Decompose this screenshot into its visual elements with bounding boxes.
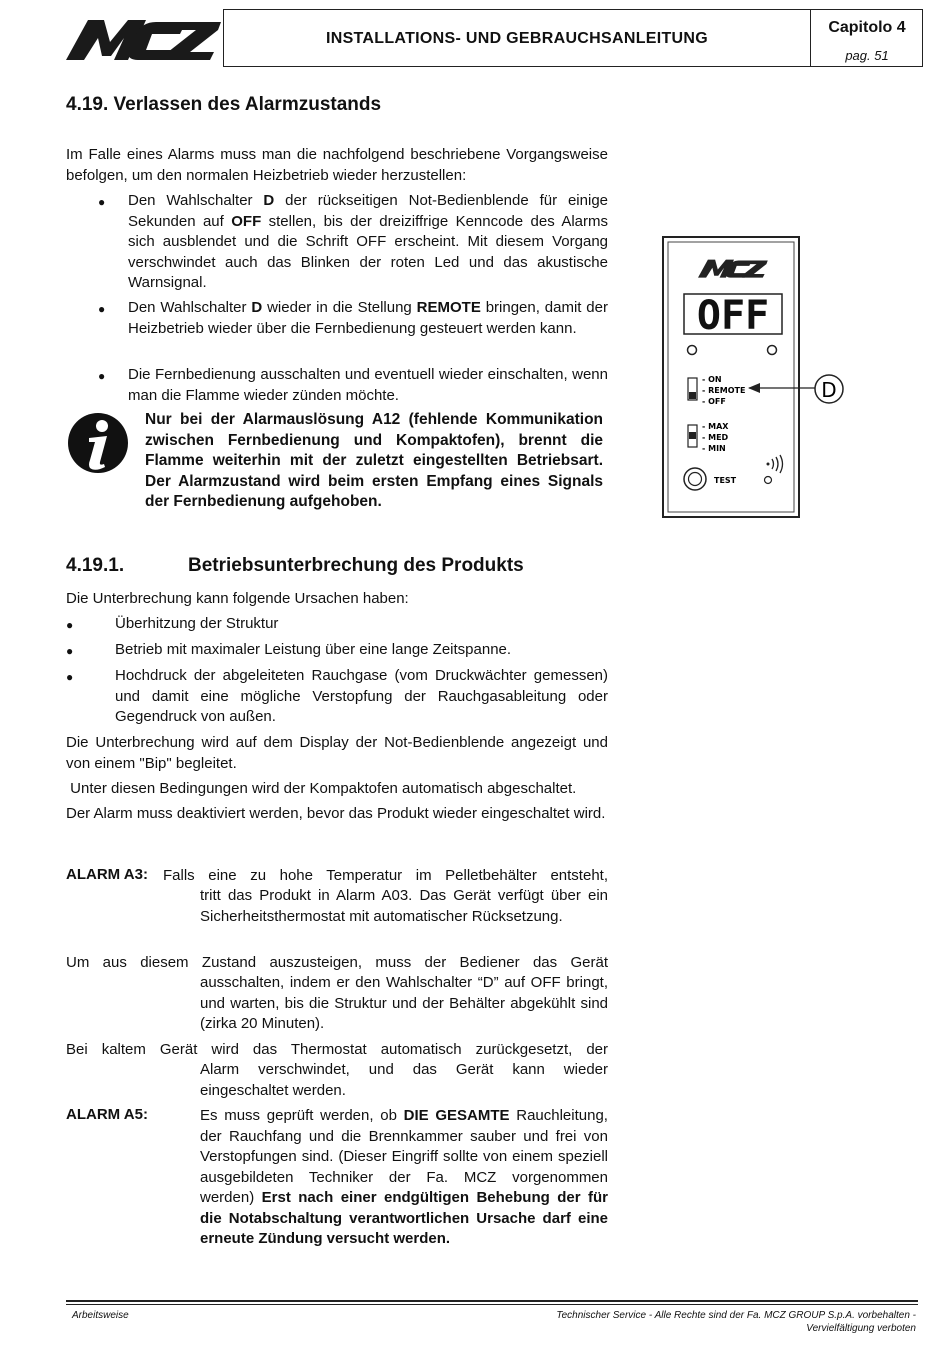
bullet-dot: ● [98,369,106,383]
switch2-med: - MED [702,433,729,442]
bullet-item: Den Wahlschalter D wieder in die Stellung REMOTE bringen, damit der Heizbetrieb wieder über die Fernbedienung gesteuert werden kann. [128,299,608,337]
alarm-a3-reset-first: Bei kaltem Gerät wird das Thermostat automatisch zurückgesetzt, der [66,1041,608,1058]
note-text: Nur bei der Alarmauslösung A12 (fehlende Kommunikation zwischen Fernbedienung und Kompaktofen), brennt die Flamme weiterhin mit der zuletzt eingestellten Betriebsart. Der Alarmzustand wird beim ersten Empfang eines Signals der Fernbedienung aufgehoben. [145,411,603,510]
test-label: TEST [714,476,737,485]
cause-item: Überhitzung der Struktur [115,615,279,632]
bullet-item: Den Wahlschalter D der rückseitigen Not-Bedienblende für einige Sekunden auf OFF stellen, bis der dreiziffrige Kenncode des Alarms sich ausblendet und die Schrift OFF erscheint. Mit diesem Vorgang verschwindet auch das Blinken der roten Led und das akustische Warnsignal. [128,192,608,291]
switch1-off: - OFF [702,397,726,406]
paragraph: Unter diesen Bedingungen wird der Kompaktofen automatisch abgeschaltet. [66,780,577,797]
page-number: pag. 51 [845,48,889,63]
paragraph: Der Alarm muss deaktiviert werden, bevor das Produkt wieder eingeschaltet wird. [66,805,606,822]
bullet-dot: ● [98,302,106,316]
alarm-a3-text: tritt das Produkt in Alarm A03. Das Gerät verfügt über ein Sicherheitsthermostat mit automatischer Rücksetzung. [200,887,608,925]
alarm-a3-text-first: Falls eine zu hohe Temperatur im Pelletbehälter entsteht, [163,867,608,884]
bullet-item: Die Fernbedienung ausschalten und eventuell wieder einschalten, wenn man die Flamme wieder zünden möchte. [128,366,608,404]
alarm-a5-text: Es muss geprüft werden, ob DIE GESAMTE Rauchleitung, der Rauchfang und die Brennkammer sauber und frei von Verstopfungen sind. (Dieser Eingriff sollte von einem speziell ausgebildeten Techniker der Fa. MCZ vorgenommen werden) Erst nach einer endgültigen Behebung der für die Notabschaltung verantwortlichen Ursache darf eine erneute Zündung versucht werden. [200,1107,608,1247]
footer-right-line1: Technischer Service - Alle Rechte sind der Fa. MCZ GROUP S.p.A. vorbehalten - [556,1310,916,1321]
subsection-title: Betriebsunterbrechung des Produkts [188,555,524,576]
footer-rule [66,1304,918,1305]
subsection-intro: Die Unterbrechung kann folgende Ursachen haben: [66,590,409,607]
document-title: INSTALLATIONS- UND GEBRAUCHSANLEITUNG [325,30,709,47]
footer-right-line2: Vervielfältigung verboten [806,1323,916,1334]
cause-item: Betrieb mit maximaler Leistung über eine lange Zeitspanne. [115,641,512,658]
alarm-a5-label: ALARM A5: [66,1106,148,1123]
alarm-a3-instruction: ausschalten, indem er den Wahlschalter “D” auf OFF bringt, und warten, bis die Struktur und der Behälter abgekühlt sind (zirka 20 Minuten). [200,974,608,1032]
cause-item: Hochdruck der abgeleiteten Rauchgase (vom Druckwächter gemessen) und damit eine mögliche Verstopfung der Rauchgasableitung oder Gegendruck von außen. [115,667,608,725]
section-heading: 4.19. Verlassen des Alarmzustands [66,94,382,115]
footer-left: Arbeitsweise [72,1310,129,1321]
mcz-logo [66,12,221,66]
footer-rule [66,1300,918,1302]
bullet-dot: ● [66,618,74,632]
switch2-max: - MAX [702,422,729,431]
bullet-dot: ● [98,195,106,209]
alarm-a3-reset: Alarm verschwindet, und das Gerät kann wieder eingeschaltet werden. [200,1061,608,1099]
chapter-label: Capitolo 4 [828,19,906,36]
info-icon [67,412,129,474]
switch1-remote: - REMOTE [702,386,746,395]
switch1-on: - ON [702,375,722,384]
switch2-min: - MIN [702,444,726,453]
section-intro: Im Falle eines Alarms muss man die nachfolgend beschriebene Vorgangsweise befolgen, um den normalen Heizbetrieb wieder herzustellen: [66,146,608,184]
subsection-number: 4.19.1. [66,555,125,576]
paragraph: Die Unterbrechung wird auf dem Display der Not-Bedienblende angezeigt und von einem "Bip" begleitet. [66,734,608,772]
bullet-dot: ● [66,644,74,658]
alarm-a3-label: ALARM A3: [66,866,148,883]
callout-d: D [821,378,837,402]
control-panel-figure [662,236,852,518]
alarm-a3-instruction-first: Um aus diesem Zustand auszusteigen, muss der Bediener das Gerät [66,954,608,971]
panel-display: OFF [696,293,770,339]
bullet-dot: ● [66,670,74,684]
